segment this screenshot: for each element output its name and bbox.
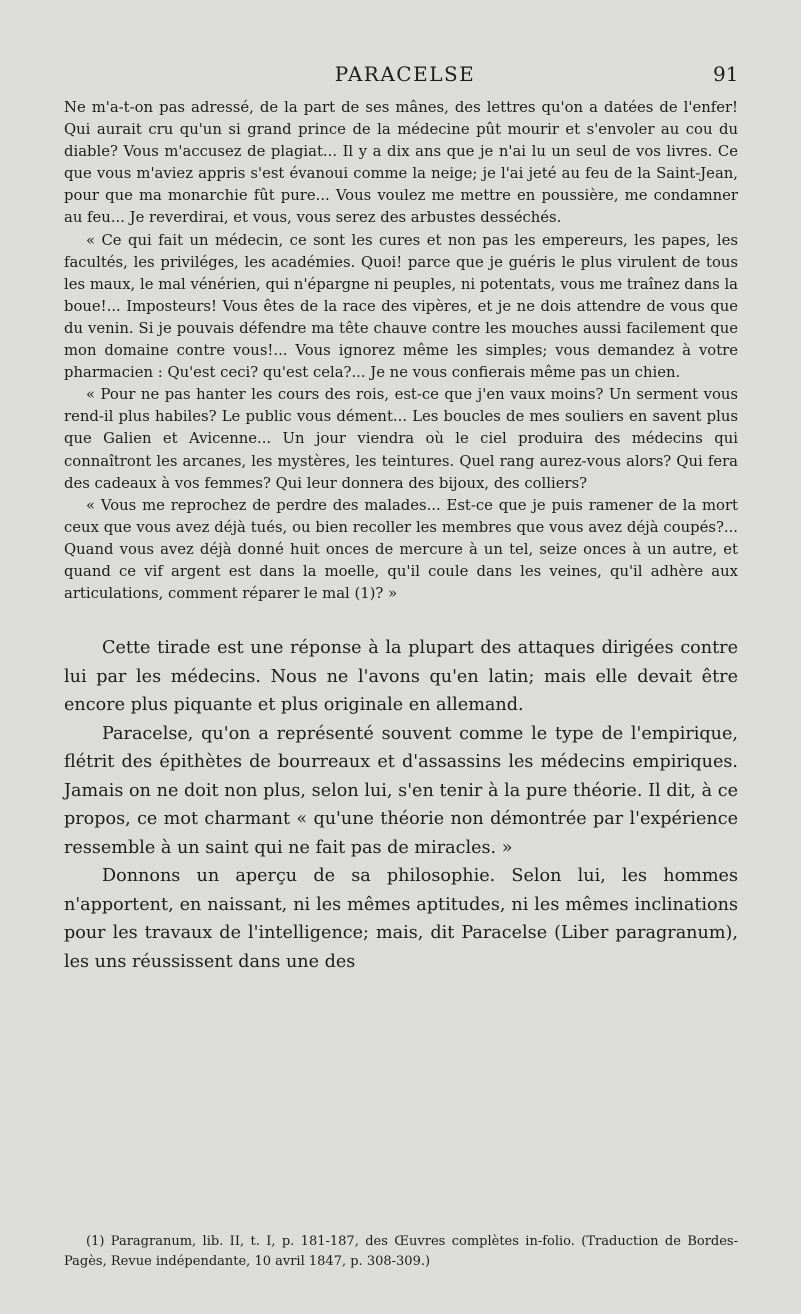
page-header (0, 62, 801, 92)
body-paragraph: Donnons un aperçu de sa philosophie. Selon lui, les hommes n'apportent, en naissant, ni les mêmes aptitudes, ni les mêmes inclinations pour les travaux de l'intelligence; mais, dit Paracelse (Liber paragranum), les uns réussissent dans une des (64, 866, 738, 972)
running-title: PARACELSE (334, 62, 476, 86)
footnote (64, 1232, 738, 1272)
quote-paragraph: « Vous me reprochez de perdre des malades... Est-ce que je puis ramener de la mort ceux que vous avez déjà tués, ou bien recoller les membres que vous avez déjà coupés?... Quand vous avez déjà donné huit onces de mercure à un tel, seize onces à un autre, et quand ce vif argent est dans la moelle, qu'il coule dans les veines, qu'il adhère aux articulations, comment réparer le mal (1)? » (64, 496, 738, 603)
footnote-text: (1) Paragranum, lib. II, t. I, p. 181-187, des Œuvres complètes in-folio. (Traduction de Bordes-Pagès, Revue indépendante, 10 avril 1847, p. 308-309.) (64, 1234, 738, 1269)
page-number: 91 (713, 62, 739, 86)
quote-paragraph: « Ce qui fait un médecin, ce sont les cures et non pas les empereurs, les papes, les facultés, les priviléges, les académies. Quoi! parce que je guéris le plus virulent de tous les maux, le mal vénérien, qui n'épargne ni peuples, ni potentats, vous me traînez dans la boue!... Imposteurs! Vous êtes de la race des vipères, et je ne dois attendre de vous que du venin. Si je pouvais défendre ma tête chauve contre les mouches aussi facilement que mon domaine contre vous!... Vous ignorez même les simples; vous demandez à votre pharmacien : Qu'est ceci? qu'est cela?... Je ne vous confierais même pas un chien. (64, 231, 738, 382)
main-text (64, 634, 738, 976)
body-paragraph: Cette tirade est une réponse à la plupart des attaques dirigées contre lui par les médecins. Nous ne l'avons qu'en latin; mais elle devait être encore plus piquante et plus originale en allemand. (64, 638, 738, 715)
quote-paragraph: « Pour ne pas hanter les cours des rois, est-ce que j'en vaux moins? Un serment vous rend-il plus habiles? Le public vous dément... Les boucles de mes souliers en savent plus que Galien et Avicenne... Un jour viendra où le ciel produira des médecins qui connaîtront les arcanes, les mystères, les teintures. Quel rang aurez-vous alors? Qui fera des cadeaux à vos femmes? Qui leur donnera des bijoux, des colliers? (64, 386, 738, 492)
body-paragraph: Paracelse, qu'on a représenté souvent comme le type de l'empirique, flétrit des épithètes de bourreaux et d'assassins les médecins empiriques. Jamais on ne doit non plus, selon lui, s'en tenir à la pure théorie. Il dit, à ce propos, ce mot charmant « qu'une théorie non démontrée par l'expérience ressemble à un saint qui ne fait pas de miracles. » (64, 723, 738, 858)
quote-paragraph: Ne m'a-t-on pas adressé, de la part de ses mânes, des lettres qu'on a datées de l'enfer! Qui aurait cru qu'un si grand prince de la médecine pût mourir et s'envoler au cou du diable? Vous m'accusez de plagiat... Il y a dix ans que je n'ai lu un seul de vos livres. Ce que vous m'aviez appris s'est évanoui comme la neige; je l'ai jeté au feu de la Saint-Jean, pour que ma monarchie fût pure... Vous voulez me mettre en poussière, me condamner au feu... Je reverdirai, et vous, vous serez des arbustes desséchés. (64, 99, 738, 227)
quoted-passage (64, 97, 738, 605)
